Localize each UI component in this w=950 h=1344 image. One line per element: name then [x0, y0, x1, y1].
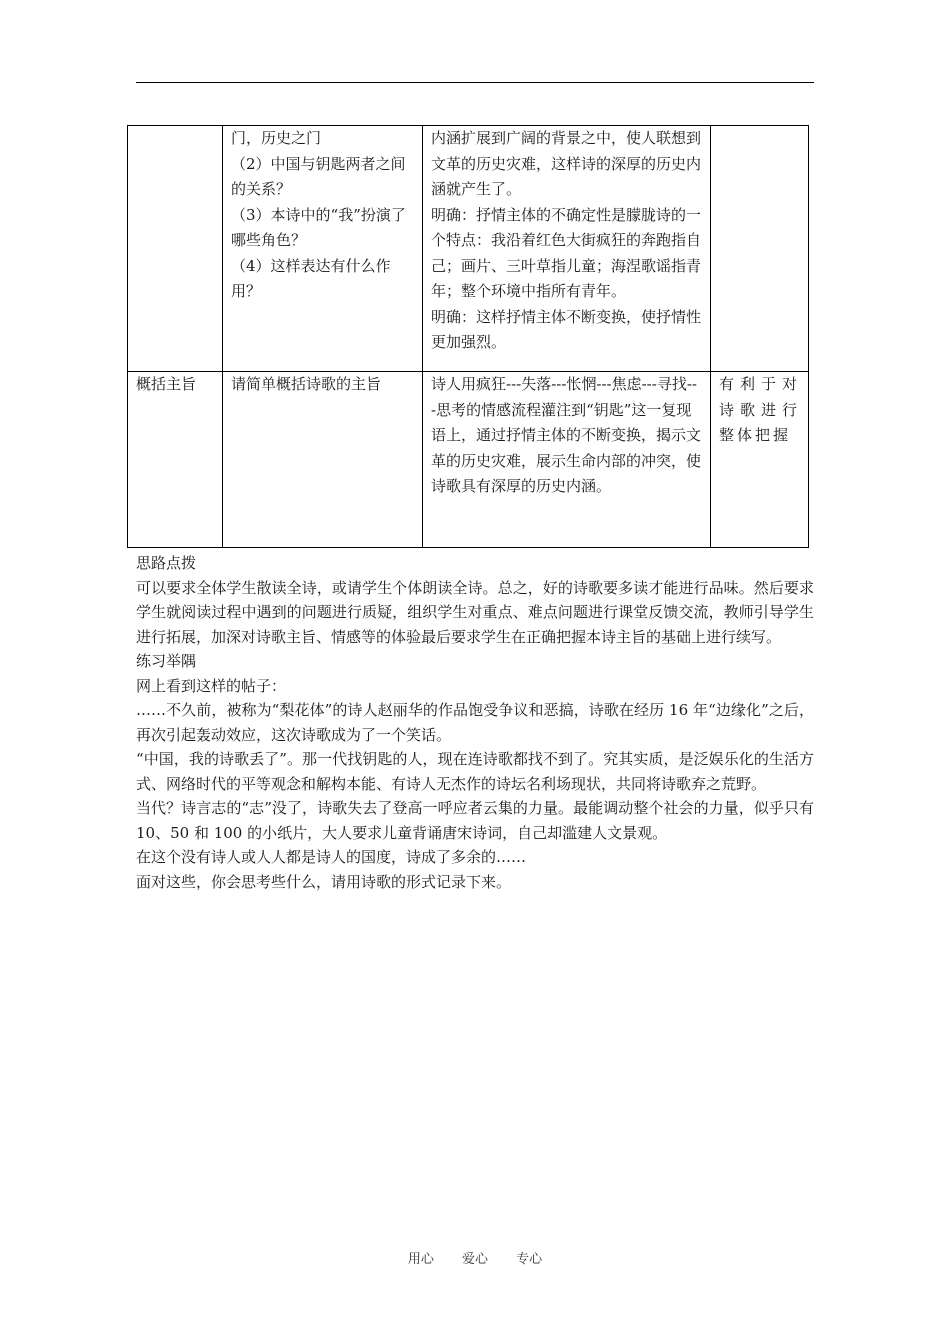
question-line: 门，历史之门: [231, 129, 322, 147]
table-cell-note: 有利于对诗歌进行整体把握: [711, 372, 809, 548]
section-heading: 练习举隅: [136, 652, 197, 670]
footer-word: 爱心: [461, 1252, 488, 1267]
lesson-table: [127, 125, 809, 548]
answer-paragraph: 内涵扩展到广阔的背景之中，使人联想到文革的历史灾难，这样诗的深厚的历史内涵就产生了。: [431, 129, 702, 198]
paragraph: 当代？诗言志的“志”没了，诗歌失去了登高一呼应者云集的力量。最能调动整个社会的力量，似乎只有 10、50 和 100 的小纸片，大人要求儿童背诵唐宋诗词，自己却滥建人文景观。: [136, 799, 814, 842]
answer-paragraph: 明确：抒情主体的不确定性是朦胧诗的一个特点：我沿着红色大街疯狂的奔跑指自己；画片、三叶草指儿童；海涅歌谣指青年；整个环境中指所有青年。: [431, 205, 702, 300]
question-line: （2）中国与钥匙两者之间的关系？: [231, 154, 406, 198]
table-row: [128, 126, 809, 372]
answer-paragraph: 明确：这样抒情主体不断变换，使抒情性更加强烈。: [431, 307, 702, 351]
paragraph: 在这个没有诗人或人人都是诗人的国度，诗成了多余的……: [136, 848, 527, 866]
body-text: [136, 551, 814, 894]
section-heading: 思路点拨: [136, 554, 197, 572]
footer-word: 用心: [407, 1252, 434, 1267]
paragraph: ……不久前，被称为“梨花体”的诗人赵丽华的作品饱受争议和恶搞，诗歌在经历 16 年“边缘化”之后，再次引起轰动效应，这次诗歌成为了一个笑话。: [136, 701, 814, 744]
table-cell-stage: [128, 126, 223, 372]
footer-word: 专心: [516, 1252, 543, 1267]
question-line: （3）本诗中的“我”扮演了哪些角色？: [231, 205, 406, 249]
table-cell-answers: [423, 126, 711, 372]
paragraph: 面对这些，你会思考些什么，请用诗歌的形式记录下来。: [136, 872, 512, 891]
table-row: [128, 372, 809, 548]
paragraph: 网上看到这样的帖子：: [136, 676, 287, 695]
page-footer: [0, 1248, 950, 1267]
paragraph: 可以要求全体学生散读全诗，或请学生个体朗读全诗。总之，好的诗歌要多读才能进行品味。然后要求学生就阅读过程中遇到的问题进行质疑，组织学生对重点、难点问题进行课堂反馈交流，教师引导学生进行拓展，加深对诗歌主旨、情感等的体验最后要求学生在正确把握本诗主旨的基础上进行续写。: [136, 578, 814, 646]
table-cell-answers: 诗人用疯狂---失落---怅惘---焦虑---寻找---思考的情感流程灌注到“钥匙”这一复现语上，通过抒情主体的不断变换，揭示文革的历史灾难，展示生命内部的冲突，使诗歌具有深厚的历史内涵。: [423, 372, 711, 548]
header-rule: [136, 82, 814, 83]
table-cell-note: [711, 126, 809, 372]
question-line: （4）这样表达有什么作用？: [231, 256, 391, 300]
table-cell-questions: [223, 126, 423, 372]
table-cell-questions: 请简单概括诗歌的主旨: [223, 372, 423, 548]
table-cell-stage: 概括主旨: [128, 372, 223, 548]
paragraph: “中国，我的诗歌丢了”。那一代找钥匙的人，现在连诗歌都找不到了。究其实质，是泛娱乐化的生活方式、网络时代的平等观念和解构本能、有诗人无杰作的诗坛名利场现状，共同将诗歌弃之荒野。: [136, 750, 814, 793]
